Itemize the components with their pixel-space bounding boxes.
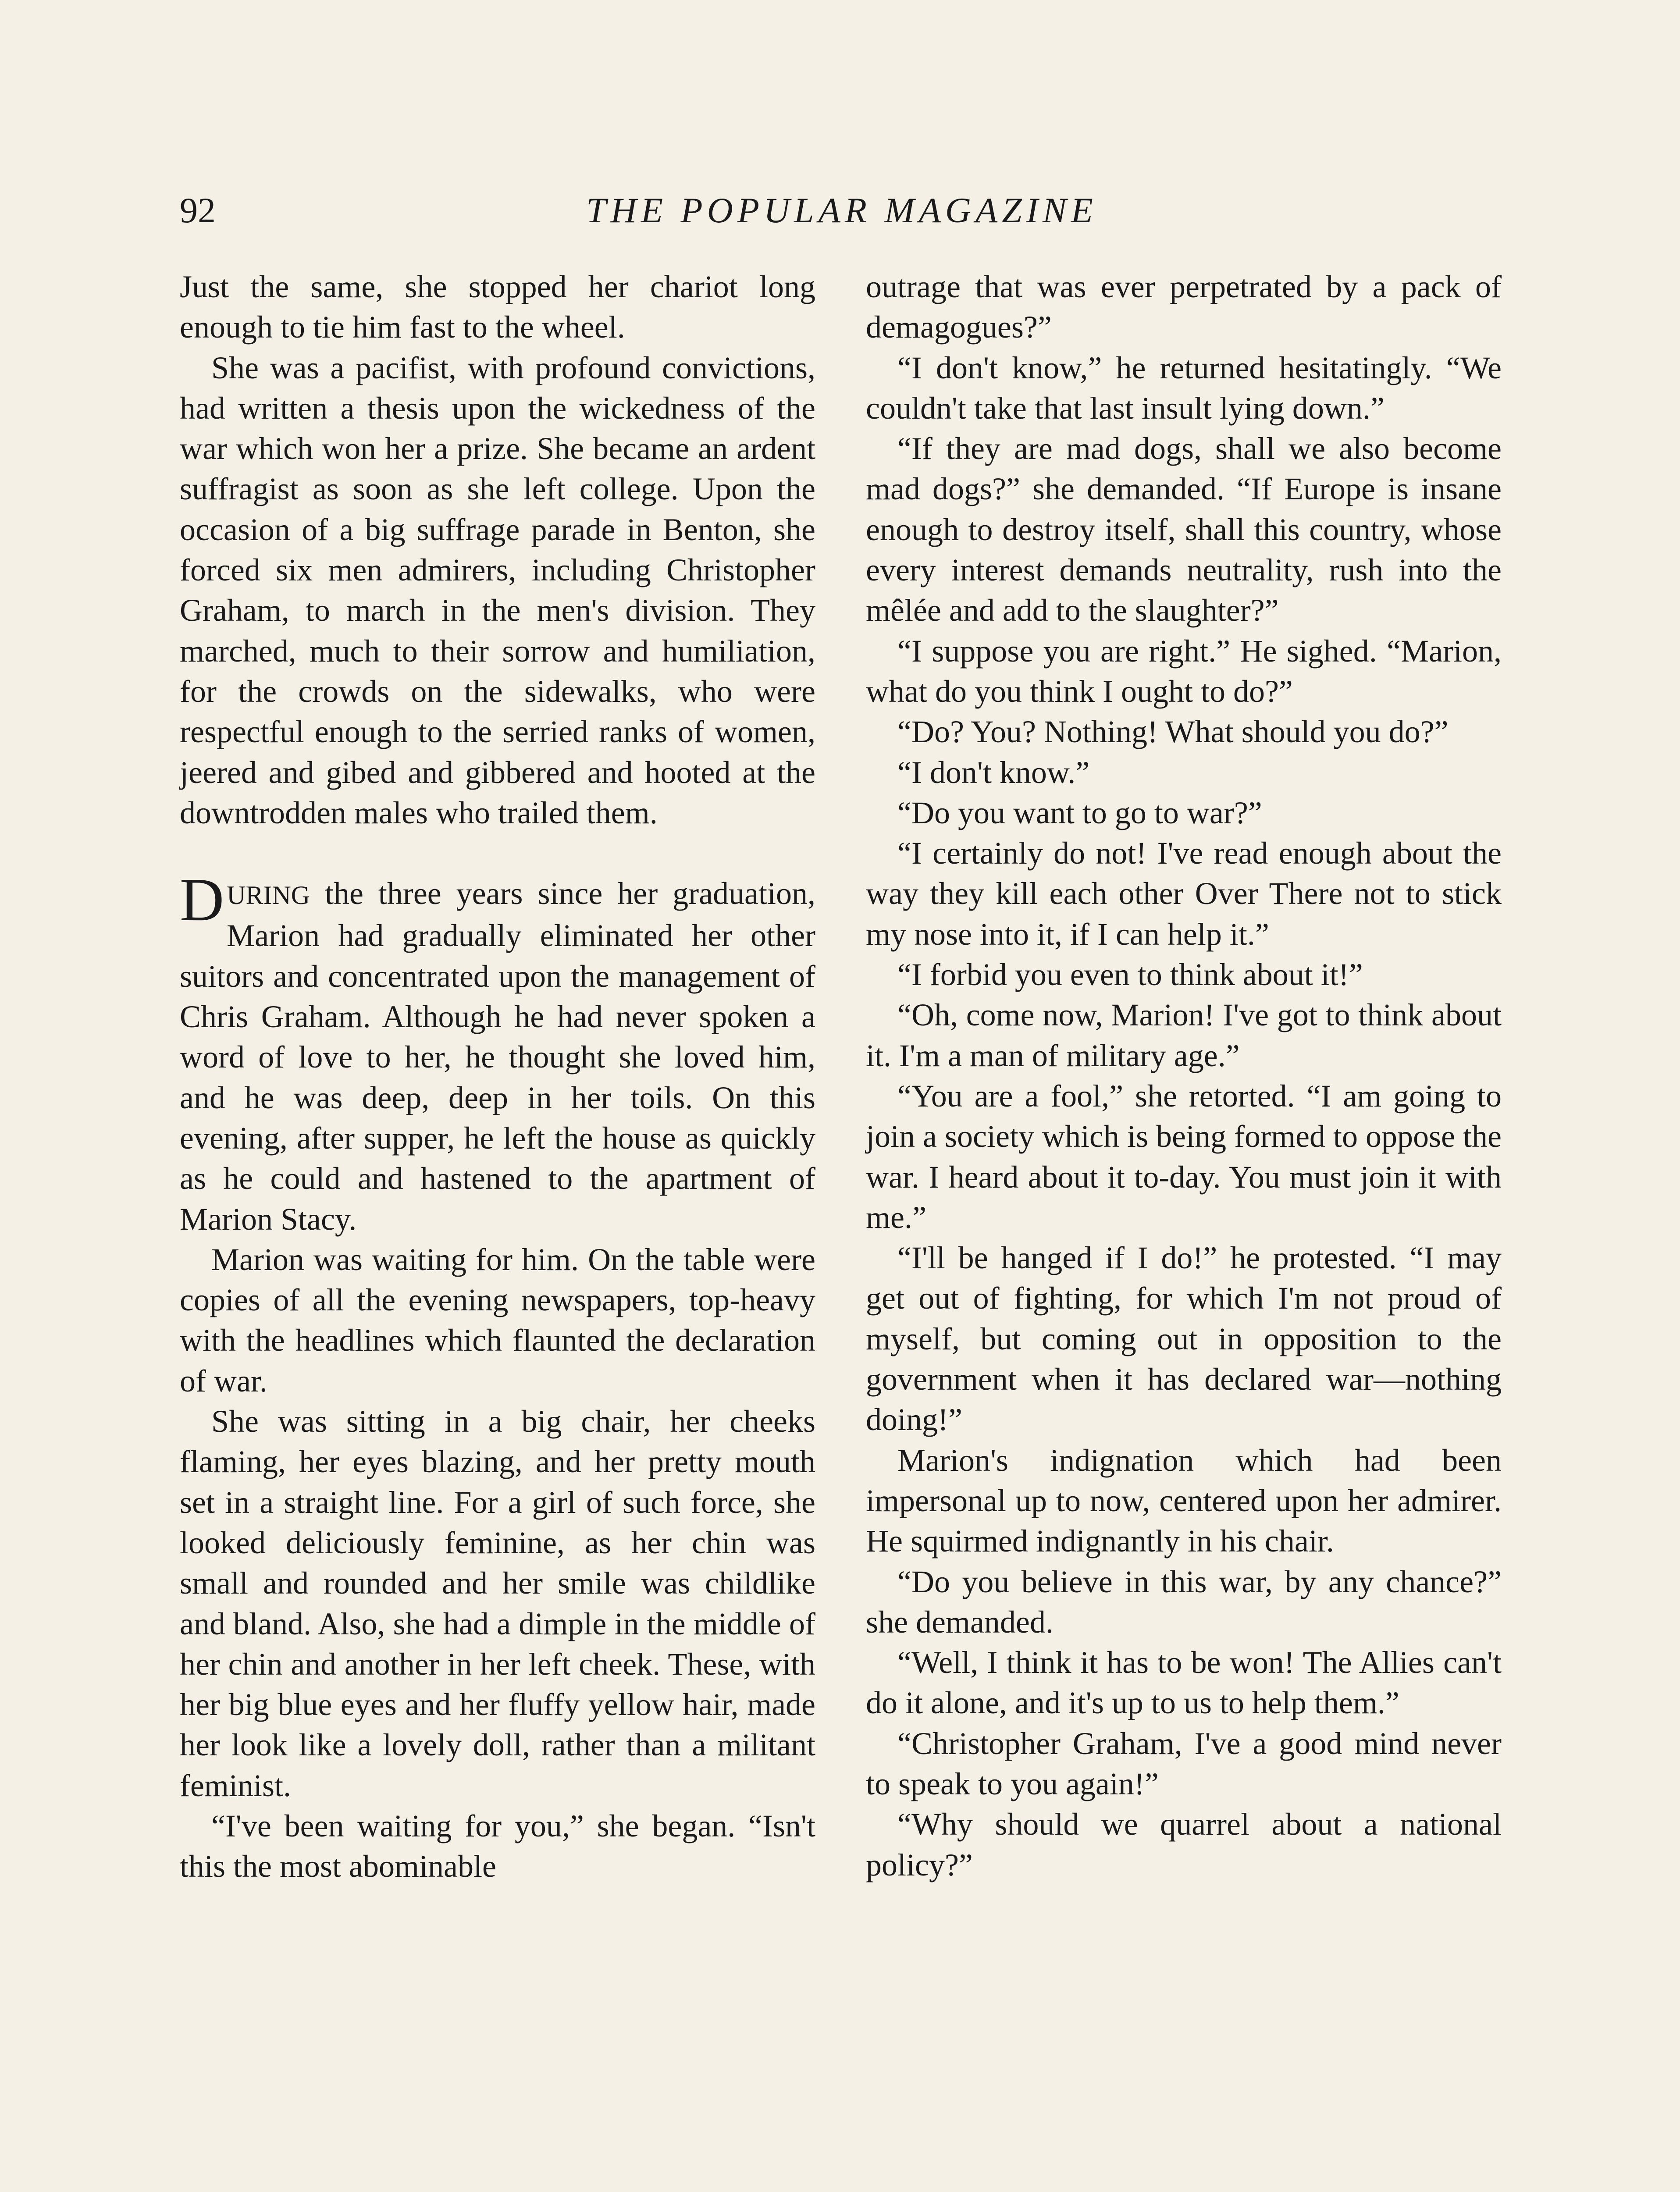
paragraph: “Why should we quarrel about a national policy?” [866, 1807, 1502, 1882]
paragraph: “I've been waiting for you,” she began. “Isn't this the most abominable [180, 1808, 815, 1884]
running-title: THE POPULAR MAGAZINE [586, 190, 1097, 230]
paragraph: “I don't know.” [897, 754, 1090, 790]
paragraph: “I forbid you even to think about it!” [897, 957, 1363, 993]
paragraph: “Do? You? Nothing! What should you do?” [897, 714, 1449, 750]
right-column [866, 267, 1502, 1885]
paragraph: “I don't know,” he returned hesitatingly. “We couldn't take that last insult lying down.” [866, 350, 1502, 426]
small-caps-lead: URING [227, 881, 310, 910]
paragraph: Marion's indignation which had been impersonal up to now, centered upon her admirer. He squirmed indignantly in his chair. [866, 1442, 1502, 1559]
drop-cap: D [180, 866, 224, 934]
paragraph: “Well, I think it has to be won! The Allies can't do it alone, and it's up to us to help them.” [866, 1645, 1502, 1721]
paragraph: “Do you want to go to war?” [897, 795, 1262, 830]
page-header [180, 184, 1504, 237]
page-number: 92 [180, 190, 216, 230]
paragraph: “You are a fool,” she retorted. “I am going to join a society which is being formed to oppose the war. I heard about it to-day. You must join it with me.” [866, 1078, 1502, 1235]
paragraph: “Oh, come now, Marion! I've got to think about it. I'm a man of military age.” [866, 997, 1502, 1073]
paragraph: She was a pacifist, with profound convictions, had written a thesis upon the wickedness of the war which won her a prize. She became an ardent suffragist as soon as she left college. Upon the occasion of a big suffrage parade in Benton, she forced six men admirers, including Christopher Graham, to march in the men's division. They marched, much to their sorrow and humiliation, for the crowds on the sidewalks, who were respectful enough to the serried ranks of women, jeered and gibed and gibbered and hooted at the downtrodden males who trailed them. [180, 350, 815, 830]
paragraph: “Do you believe in this war, by any chance?” she demanded. [866, 1564, 1502, 1640]
paragraph: Just the same, she stopped her chariot long enough to tie him fast to the wheel. [180, 269, 815, 345]
section-opening-paragraph [180, 866, 815, 1239]
paragraph: outrage that was ever perpetrated by a pack of demagogues?” [866, 269, 1502, 345]
paragraph: “I'll be hanged if I do!” he protested. “I may get out of fighting, for which I'm not proud of myself, but coming out in opposition to the government when it has declared war—nothing doing!” [866, 1240, 1502, 1438]
paragraph-text: the three years since her graduation, Marion had gradually eliminated her other suitors and concentrated upon the management of Chris Graham. Although he had never spoken a word of love to her, he thought she loved him, and he was deep, deep in her toils. On this evening, after supper, he left the house as quickly as he could and hastened to the apartment of Marion Stacy. [180, 876, 815, 1237]
left-column [180, 267, 815, 1887]
paragraph: “Christopher Graham, I've a good mind never to speak to you again!” [866, 1726, 1502, 1801]
paragraph: “I certainly do not! I've read enough about the way they kill each other Over There not to stick my nose into it, if I can help it.” [866, 836, 1502, 952]
paragraph: “If they are mad dogs, shall we also become mad dogs?” she demanded. “If Europe is insane enough to destroy itself, shall this country, whose every interest demands neutrality, rush into the mêlée and add to the slaughter?” [866, 431, 1502, 628]
paragraph: Marion was waiting for him. On the table were copies of all the evening newspapers, top-heavy with the headlines which flaunted the declaration of war. [180, 1242, 815, 1398]
paragraph: “I suppose you are right.” He sighed. “Marion, what do you think I ought to do?” [866, 633, 1502, 709]
paragraph: She was sitting in a big chair, her cheeks flaming, her eyes blazing, and her pretty mouth set in a straight line. For a girl of such force, she looked deliciously feminine, as her chin was small and rounded and her smile was childlike and bland. Also, she had a dimple in the middle of her chin and another in her left cheek. These, with her big blue eyes and her fluffy yellow hair, made her look like a lovely doll, rather than a militant feminist. [180, 1404, 815, 1803]
